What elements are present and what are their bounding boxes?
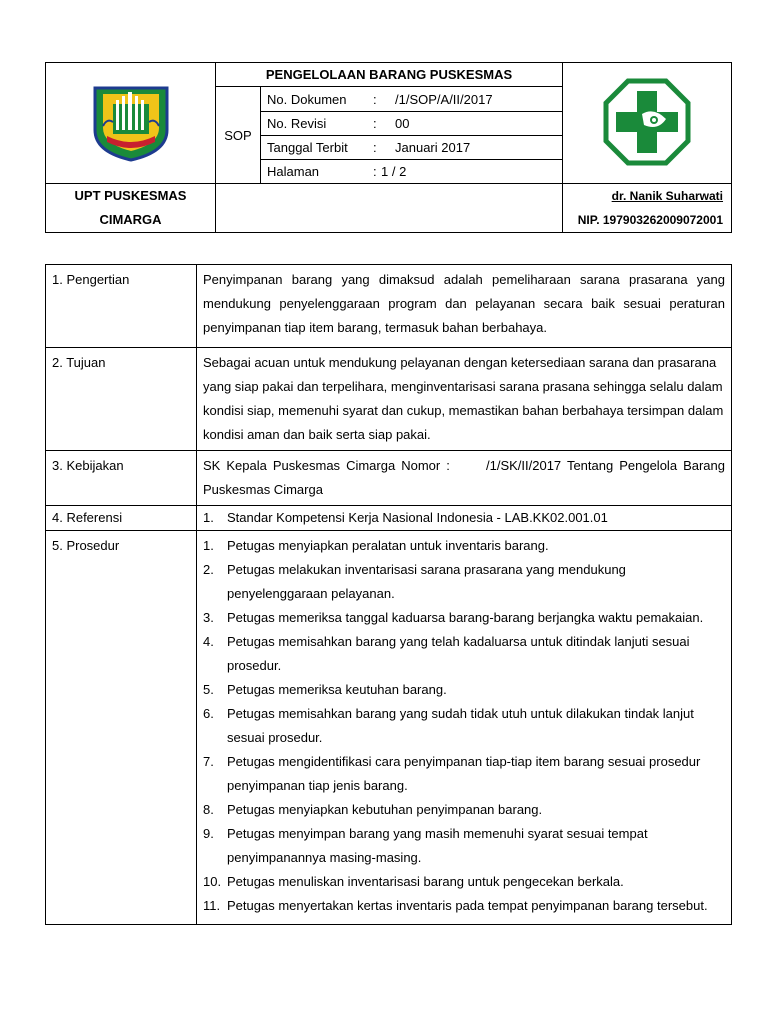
list-item-text: Petugas memeriksa keutuhan barang. [227, 682, 447, 697]
field-no-revisi [261, 112, 563, 136]
sop-label: SOP [216, 87, 261, 184]
section-list-cell [197, 506, 732, 531]
list-item-text: Petugas menyertakan kertas inventaris pada tempat penyimpanan barang tersebut. [227, 898, 708, 913]
section-label: 3. Kebijakan [46, 451, 197, 506]
list-item-number: 1. [203, 538, 214, 553]
section-row-referensi [46, 506, 732, 531]
field-label: No. Revisi [267, 116, 327, 131]
section-row-pengertian [46, 265, 732, 348]
field-sep: : [373, 164, 377, 179]
section-label: 1. Pengertian [46, 265, 197, 348]
field-value: 00 [395, 116, 410, 131]
section-text: Penyimpanan barang yang dimaksud adalah pemeliharaan sarana prasarana yang mendukung penyelenggaraan program dan pelayanan secara baik sesuai peraturan penyimpanan tiap item barang, termasuk bahan berbahaya. [197, 265, 732, 348]
section-list-cell [197, 531, 732, 925]
region-emblem-icon [89, 82, 173, 162]
list-item [203, 750, 725, 798]
field-value: /1/SOP/A/II/2017 [395, 91, 493, 107]
blank-signature-cell [216, 184, 563, 233]
list-item [203, 870, 725, 894]
list-item [203, 894, 725, 918]
list-item-number: 3. [203, 610, 214, 625]
list-item-text: Petugas menyiapkan kebutuhan penyimpanan barang. [227, 802, 543, 817]
list-item-text: Petugas memisahkan barang yang sudah tidak utuh untuk dilakukan tindak lanjut sesuai prosedur. [227, 706, 694, 745]
list-item [203, 558, 725, 606]
list-item-number: 2. [203, 562, 214, 577]
section-text: Sebagai acuan untuk mendukung pelayanan dengan ketersediaan sarana dan prasarana yang siap pakai dan terpelihara, menginventarisasi sarana prasana sehingga selalu dalam kondisi siap, memenuhi syarat dan cukup, memastikan bahan berbahaya tersimpan dalam kondisi aman dan baik serta siap pakai. [197, 348, 732, 451]
list-item [203, 630, 725, 678]
field-label: No. Dokumen [267, 91, 347, 107]
section-label: 2. Tujuan [46, 348, 197, 451]
list-item-number: 7. [203, 754, 214, 769]
list-item-number: 10. [203, 874, 222, 889]
puskesmas-logo-icon [602, 77, 692, 167]
document-title: PENGELOLAAN BARANG PUSKESMAS [216, 63, 563, 87]
section-row-kebijakan [46, 451, 732, 506]
list-item-number: 1. [203, 510, 214, 525]
list-item-text: Petugas mengidentifikasi cara penyimpanan tiap-tiap item barang sesuai prosedur penyimpanan tiap jenis barang. [227, 754, 701, 793]
list-item [203, 606, 725, 630]
org-name-line1: UPT PUSKESMAS [74, 188, 187, 203]
health-logo-cell [563, 63, 732, 184]
section-label: 5. Prosedur [46, 531, 197, 925]
field-label: Halaman [267, 164, 320, 179]
section-row-tujuan [46, 348, 732, 451]
signer-nip: NIP. 197903262009072001 [577, 213, 724, 227]
field-value: 1 / 2 [381, 164, 407, 179]
list-item [203, 678, 725, 702]
list-item-text: Petugas memisahkan barang yang telah kadaluarsa untuk ditindak lanjuti sesuai prosedur. [227, 634, 690, 673]
list-item-number: 5. [203, 682, 214, 697]
list-item-text: Petugas menyiapkan peralatan untuk inventaris barang. [227, 538, 549, 553]
list-item-number: 11. [203, 898, 221, 913]
list-item-number: 8. [203, 802, 214, 817]
list-item-text: Petugas menyimpan barang yang masih memenuhi syarat sesuai tempat penyimpanannya masing-masing. [227, 826, 648, 865]
section-label: 4. Referensi [46, 506, 197, 531]
sop-header-table [45, 62, 732, 233]
list-item [203, 798, 725, 822]
field-label: Tanggal Terbit [267, 140, 348, 155]
field-sep: : [373, 140, 377, 155]
field-tanggal-terbit [261, 136, 563, 160]
sop-body-table [45, 264, 732, 925]
signer-cell [563, 184, 732, 233]
section-text: SK Kepala Puskesmas Cimarga Nomor : /1/SK/II/2017 Tentang Pengelola Barang Puskesmas Cimarga [197, 451, 732, 506]
list-item [203, 822, 725, 870]
list-item [203, 534, 725, 558]
list-item [203, 702, 725, 750]
org-name-line2: CIMARGA [99, 212, 162, 227]
org-name-cell [46, 184, 216, 233]
list-item-number: 6. [203, 706, 214, 721]
list-item-text: Petugas menuliskan inventarisasi barang untuk pengecekan berkala. [227, 874, 624, 889]
region-logo-cell [46, 63, 216, 184]
list-item [203, 509, 725, 527]
signer-name: dr. Nanik Suharwati [611, 189, 724, 203]
list-item-number: 4. [203, 634, 214, 649]
list-item-text: Petugas memeriksa tanggal kaduarsa barang-barang berjangka waktu pemakaian. [227, 610, 704, 625]
field-sep: : [373, 91, 377, 107]
field-value: Januari 2017 [395, 140, 471, 155]
field-sep: : [373, 116, 377, 131]
list-item-text: Petugas melakukan inventarisasi sarana prasarana yang mendukung penyelenggaraan pelayanan. [227, 562, 626, 601]
list-item-number: 9. [203, 826, 214, 841]
field-no-dokumen [261, 87, 563, 112]
list-item-text: Standar Kompetensi Kerja Nasional Indonesia - LAB.KK02.001.01 [227, 510, 608, 525]
section-row-prosedur [46, 531, 732, 925]
field-halaman [261, 160, 563, 184]
